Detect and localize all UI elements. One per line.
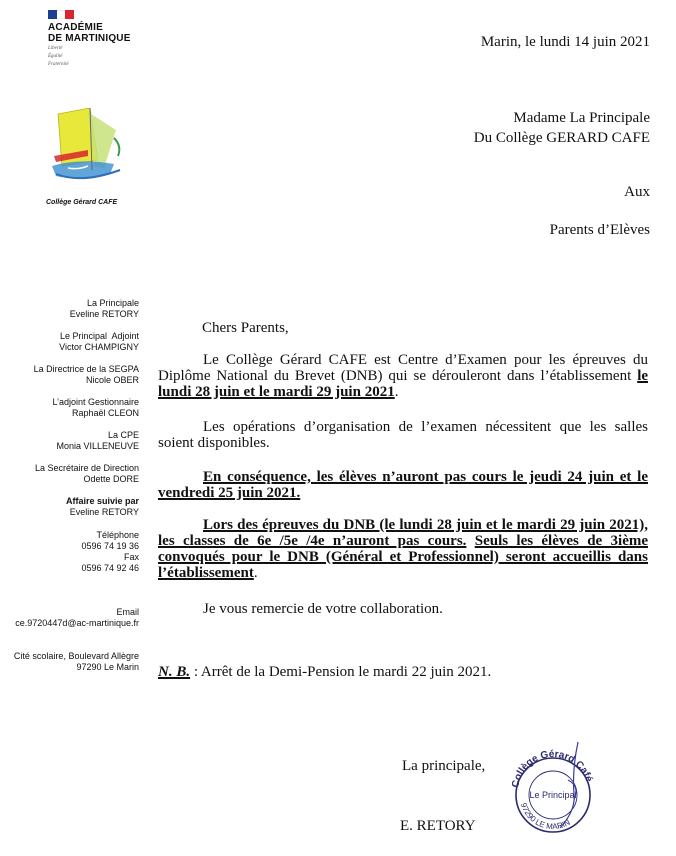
motto-egalite: Égalité — [48, 54, 63, 59]
staff-title: Le Principal Adjoint — [59, 331, 139, 341]
staff-title: L’adjoint Gestionnaire — [52, 397, 139, 407]
official-stamp — [508, 740, 598, 840]
paragraph-thanks — [158, 601, 648, 617]
motto-fraternite: Fraternité — [48, 62, 69, 67]
email-label: Email — [116, 607, 139, 617]
college-name: Collège Gérard CAFE — [46, 199, 118, 206]
academie-name-line2: DE MARTINIQUE — [48, 33, 131, 44]
staff-name: Nicole OBER — [85, 375, 139, 385]
staff-entry — [0, 331, 139, 353]
p4-text-a: Lors des épreuves du DNB (le lundi 28 juin et le mardi 29 juin 2021), les classes de 6e /5e /4e n’auront pas cours. — [158, 517, 648, 549]
staff-name: Odette DORE — [83, 474, 139, 484]
paragraph-rooms — [158, 419, 648, 451]
staff-entry — [0, 397, 139, 419]
staff-sidebar — [0, 298, 139, 673]
addressee-aux: Aux — [624, 184, 650, 200]
place-date: Marin, le lundi 14 juin 2021 — [480, 34, 650, 50]
svg-text:Collège Gérard Café — [510, 749, 594, 789]
french-flag-icon — [48, 10, 74, 19]
staff-title: La Secrétaire de Direction — [34, 463, 139, 473]
phone-number: 0596 74 19 36 — [81, 541, 139, 551]
salutation: Chers Parents, — [202, 320, 289, 336]
p1-period: . — [394, 384, 399, 400]
nb-text: : Arrêt de la Demi-Pension le mardi 22 juin 2021. — [190, 664, 492, 680]
followup-title: Affaire suivie par — [65, 496, 139, 506]
p1-dates: le lundi 28 juin et le mardi 29 juin 2021 — [158, 368, 649, 400]
p2-text: Les opérations d’organisation de l’examen nécessitent que les salles soient disponibles. — [158, 419, 648, 451]
motto-liberte: Liberté — [48, 46, 63, 51]
p1-text: Le Collège Gérard CAFE est Centre d’Examen pour les épreuves du Diplôme National du Brevet (DNB) qui se dérouleront dans l’établissement — [158, 352, 648, 384]
fax-number: 0596 74 92 46 — [81, 563, 139, 573]
closing: La principale, — [402, 758, 486, 774]
college-sailboat-logo — [48, 108, 130, 188]
nota-bene — [158, 664, 648, 680]
stamp-bottom-text: 97290 LE MARIN — [518, 801, 572, 832]
fax-label: Fax — [123, 552, 139, 562]
stamp-top-text: Collège Gérard Café — [510, 748, 595, 789]
recipient-line1: Madame La Principale — [513, 110, 650, 126]
paragraph-exam-centre — [158, 352, 648, 400]
p4-period: . — [253, 565, 258, 581]
staff-entry-followup — [0, 496, 139, 518]
recipient-line2: Du Collège GERARD CAFE — [473, 130, 650, 146]
staff-title: La Principale — [86, 298, 139, 308]
staff-entry — [0, 463, 139, 485]
staff-name: Eveline RETORY — [69, 309, 139, 319]
phone-label: Téléphone — [96, 530, 139, 540]
addressee-parents: Parents d’Elèves — [549, 222, 650, 238]
staff-entry — [0, 298, 139, 320]
email-address: ce.9720447d@ac-martinique.fr — [15, 618, 139, 628]
staff-entry — [0, 430, 139, 452]
staff-title: La Directrice de la SEGPA — [33, 364, 139, 374]
staff-name: Raphaël CLEON — [71, 408, 139, 418]
p4-text-b: Seuls les élèves de 3ième convoqués pour le DNB (Général et Professionnel) seront accueillis dans l’établissement — [158, 533, 649, 581]
paragraph-no-class — [158, 469, 648, 501]
address-line2: 97290 Le Marin — [76, 662, 139, 672]
followup-name: Eveline RETORY — [69, 507, 139, 517]
staff-name: Monia VILLENEUVE — [56, 441, 139, 451]
academie-name-line1: ACADÉMIE — [48, 22, 103, 33]
staff-name: Victor CHAMPIGNY — [59, 342, 139, 352]
staff-title: La CPE — [107, 430, 139, 440]
paragraph-dnb-days — [158, 517, 648, 581]
nb-label: N. B. — [158, 664, 191, 680]
p3-text: En conséquence, les élèves n’auront pas cours le jeudi 24 juin et le vendredi 25 juin 2021. — [158, 469, 648, 501]
p5-text: Je vous remercie de votre collaboration. — [203, 601, 443, 617]
signatory-name: E. RETORY — [400, 818, 476, 834]
stamp-center-text: Le Principal — [529, 790, 577, 800]
academie-logo — [48, 10, 158, 68]
address-line1: Cité scolaire, Boulevard Allègre — [13, 651, 139, 661]
staff-entry — [0, 364, 139, 386]
